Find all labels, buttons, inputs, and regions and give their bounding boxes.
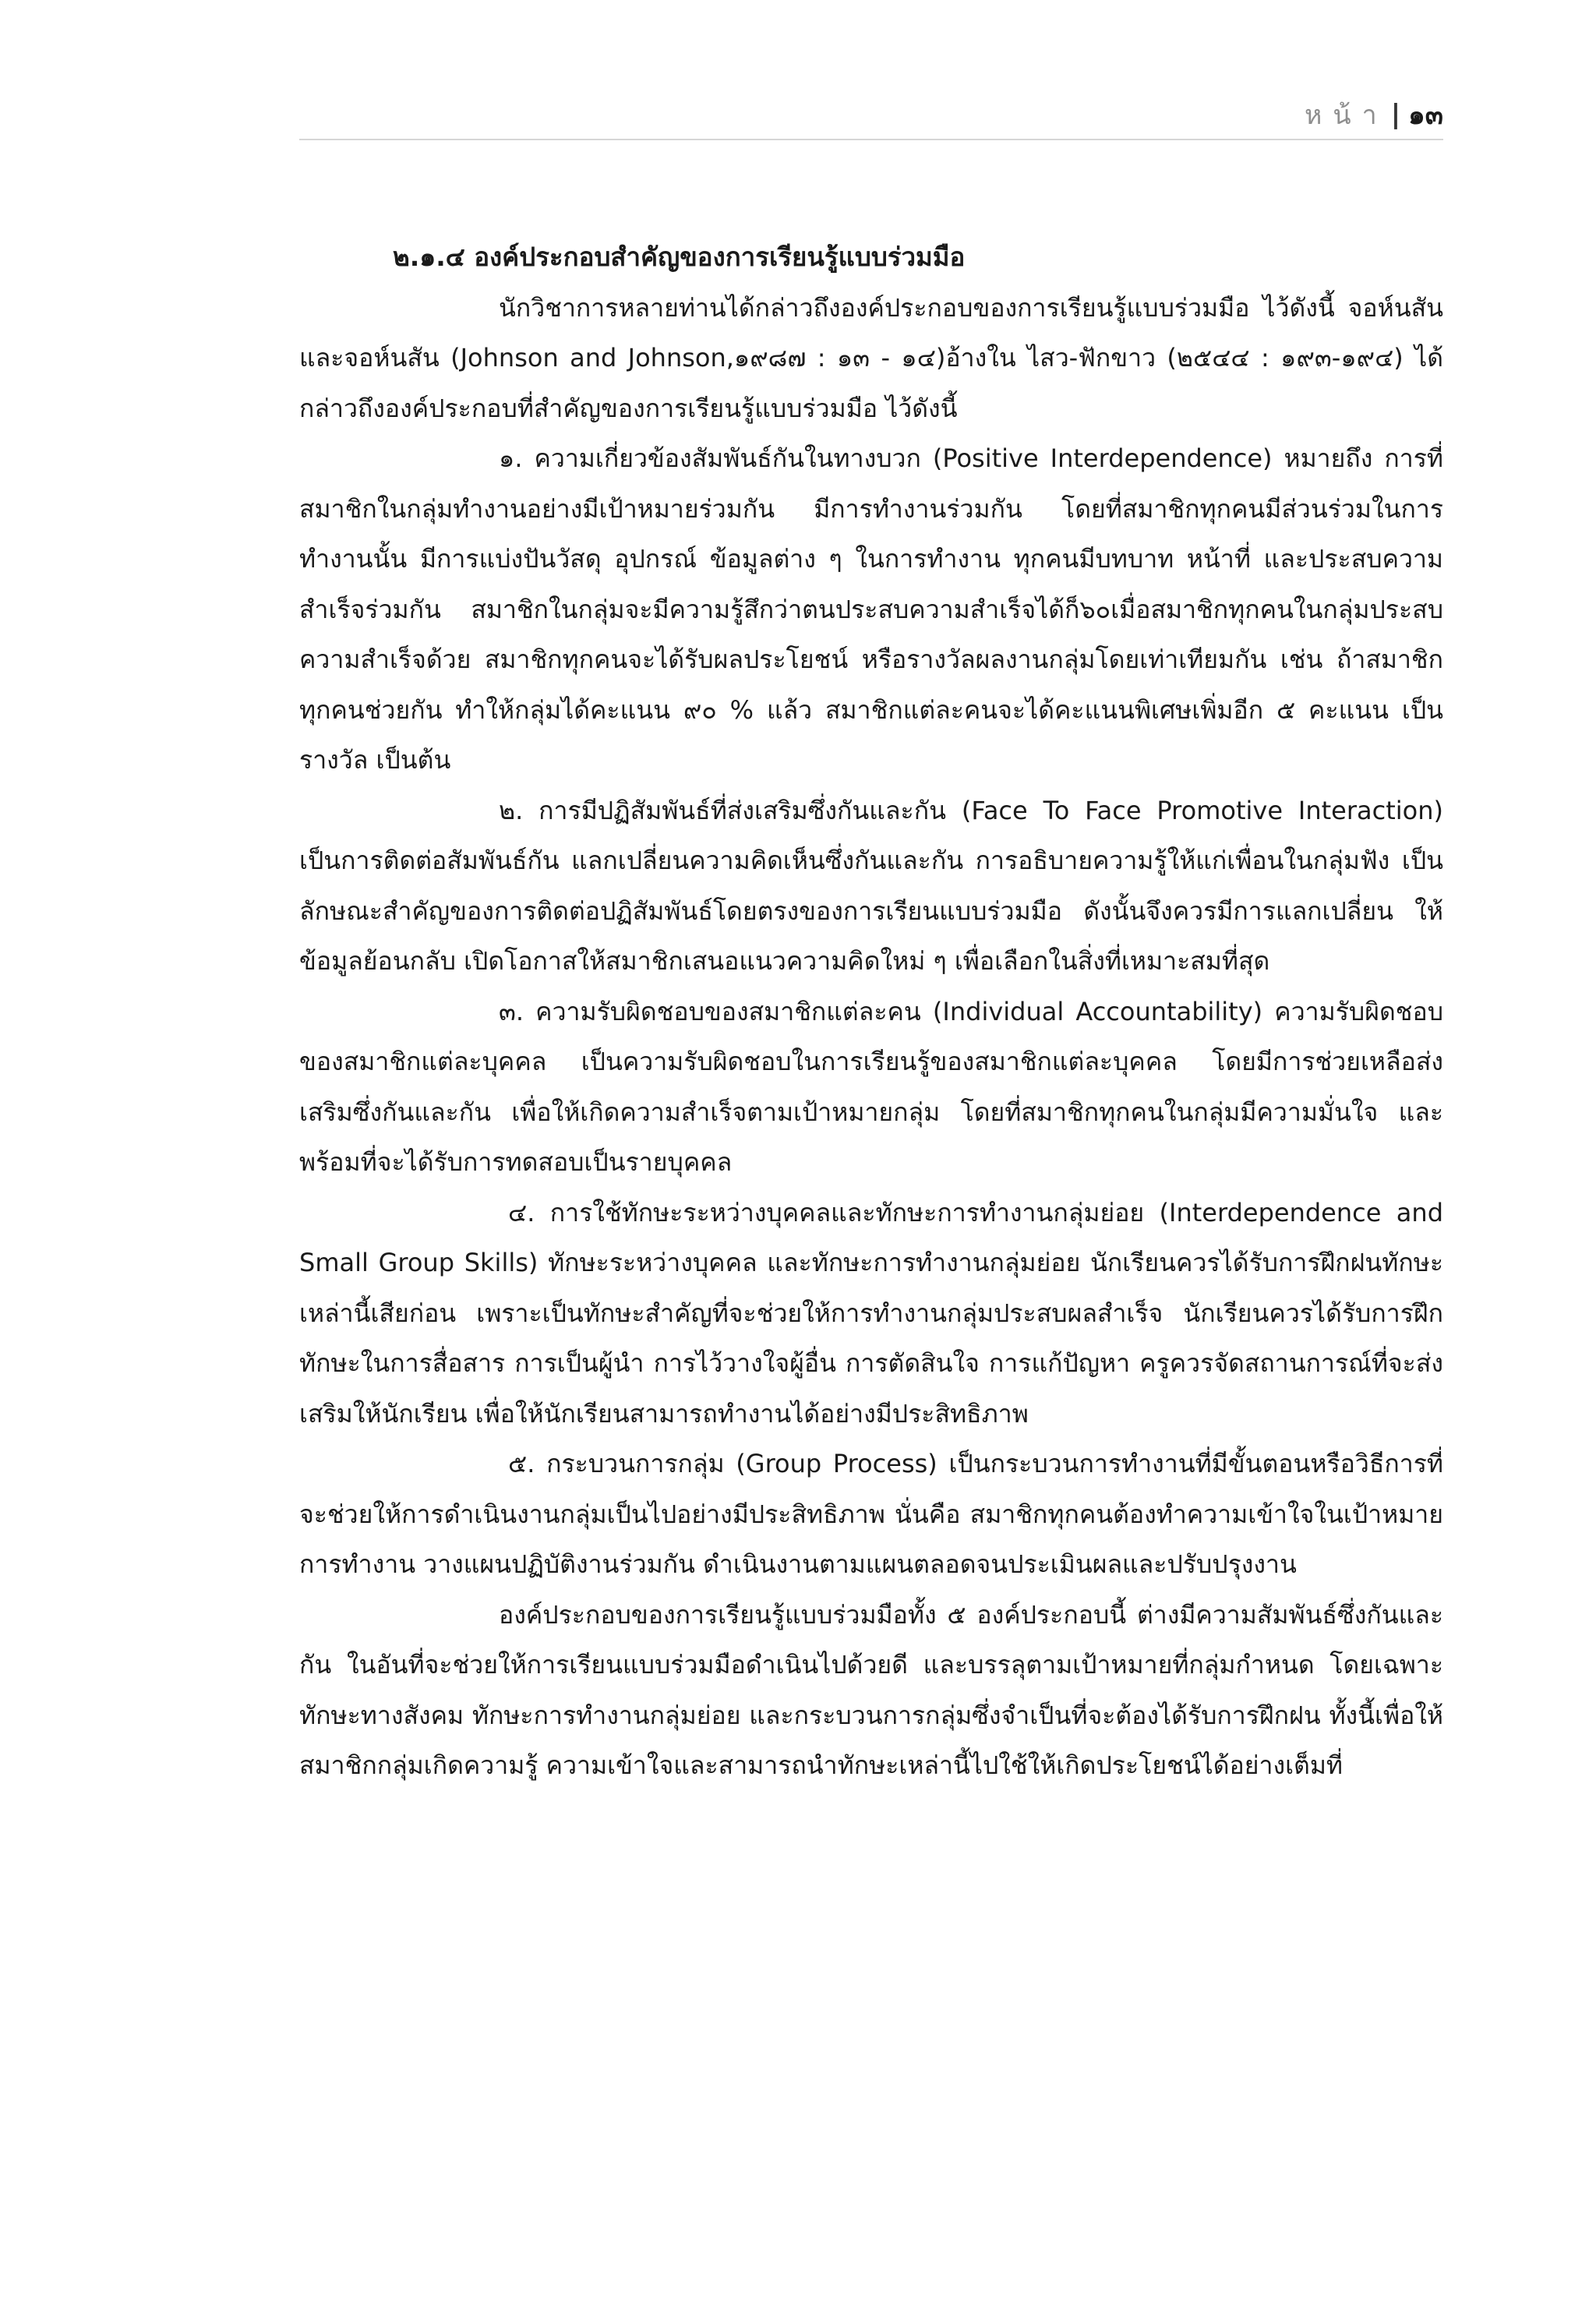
- section-heading: ๒.๑.๔ องค์ประกอบสำคัญของการเรียนรู้แบบร่วมมือ: [393, 242, 966, 272]
- component-paragraph-2: ๒. การมีปฏิสัมพันธ์ที่ส่งเสริมซึ่งกันและกัน (Face To Face Promotive Interaction) เป็นการติดต่อสัมพันธ์กัน แลกเปลี่ยนความคิดเห็นซึ่งกันและกัน การอธิบายความรู้ให้แก่เพื่อนในกลุ่มฟัง เป็นลักษณะสำคัญของการติดต่อปฏิสัมพันธ์โดยตรงของการเรียนแบบร่วมมือ ดังนั้นจึงควรมีการแลกเปลี่ยน ให้ข้อมูลย้อนกลับ เปิดโอกาสให้สมาชิกเสนอแนวความคิดใหม่ ๆ เพื่อเลือกในสิ่งที่เหมาะสมที่สุด: [299, 795, 1443, 976]
- component-paragraph-3: ๓. ความรับผิดชอบของสมาชิกแต่ละคน (Individual Accountability) ความรับผิดชอบของสมาชิกแต่ละบุคคล เป็นความรับผิดชอบในการเรียนรู้ของสมาชิกแต่ละบุคคล โดยมีการช่วยเหลือส่งเสริมซึ่งกันและกัน เพื่อให้เกิดความสำเร็จตามเป้าหมายกลุ่ม โดยที่สมาชิกทุกคนในกลุ่มมีความมั่นใจ และพร้อมที่จะได้รับการทดสอบเป็นรายบุคคล: [299, 996, 1443, 1177]
- page-header: [1305, 94, 1443, 136]
- header-divider: [299, 139, 1443, 140]
- conclusion-paragraph: องค์ประกอบของการเรียนรู้แบบร่วมมือทั้ง ๕ องค์ประกอบนี้ ต่างมีความสัมพันธ์ซึ่งกันและกัน ในอันที่จะช่วยให้การเรียนแบบร่วมมือดำเนินไปด้วยดี และบรรลุตามเป้าหมายที่กลุ่มกำหนด โดยเฉพาะทักษะทางสังคม ทักษะการทำงานกลุ่มย่อย และกระบวนการกลุ่มซึ่งจำเป็นที่จะต้องได้รับการฝึกฝน ทั้งนี้เพื่อให้สมาชิกกลุ่มเกิดความรู้ ความเข้าใจและสามารถนำทักษะเหล่านี้ไปใช้ให้เกิดประโยชน์ได้อย่างเต็มที่: [299, 1599, 1443, 1780]
- page-number: ๑๓: [1408, 100, 1443, 131]
- document-body: [299, 232, 1443, 1791]
- header-separator: |: [1390, 99, 1401, 130]
- intro-paragraph: นักวิชาการหลายท่านได้กล่าวถึงองค์ประกอบของการเรียนรู้แบบร่วมมือ ไว้ดังนี้ จอห์นสัน และจอห์นสัน (Johnson and Johnson,๑๙๘๗ : ๑๓ - ๑๔)อ้างใน ไสว-ฟักขาว (๒๕๔๔ : ๑๙๓-๑๙๔) ได้กล่าวถึงองค์ประกอบที่สำคัญของการเรียนรู้แบบร่วมมือ ไว้ดังนี้: [299, 292, 1443, 423]
- component-paragraph-1: ๑. ความเกี่ยวข้องสัมพันธ์กันในทางบวก (Positive Interdependence) หมายถึง การที่สมาชิกในกลุ่มทำงานอย่างมีเป้าหมายร่วมกัน มีการทำงานร่วมกัน โดยที่สมาชิกทุกคนมีส่วนร่วมในการทำงานนั้น มีการแบ่งปันวัสดุ อุปกรณ์ ข้อมูลต่าง ๆ ในการทำงาน ทุกคนมีบทบาท หน้าที่ และประสบความสำเร็จร่วมกัน สมาชิกในกลุ่มจะมีความรู้สึกว่าตนประสบความสำเร็จได้ก็๖๐เมื่อสมาชิกทุกคนในกลุ่มประสบความสำเร็จด้วย สมาชิกทุกคนจะได้รับผลประโยชน์ หรือรางวัลผลงานกลุ่มโดยเท่าเทียมกัน เช่น ถ้าสมาชิกทุกคนช่วยกัน ทำให้กลุ่มได้คะแนน ๙๐ % แล้ว สมาชิกแต่ละคนจะได้คะแนนพิเศษเพิ่มอีก ๕ คะแนน เป็นรางวัล เป็นต้น: [299, 443, 1443, 775]
- component-paragraph-4: ๔. การใช้ทักษะระหว่างบุคคลและทักษะการทำงานกลุ่มย่อย (Interdependence and Small Group Skills) ทักษะระหว่างบุคคล และทักษะการทำงานกลุ่มย่อย นักเรียนควรได้รับการฝึกฝนทักษะเหล่านี้เสียก่อน เพราะเป็นทักษะสำคัญที่จะช่วยให้การทำงานกลุ่มประสบผลสำเร็จ นักเรียนควรได้รับการฝึกทักษะในการสื่อสาร การเป็นผู้นำ การไว้วางใจผู้อื่น การตัดสินใจ การแก้ปัญหา ครูควรจัดสถานการณ์ที่จะส่งเสริมให้นักเรียน เพื่อให้นักเรียนสามารถทำงานได้อย่างมีประสิทธิภาพ: [299, 1197, 1443, 1429]
- page-label: หน้า: [1305, 100, 1388, 131]
- component-paragraph-5: ๕. กระบวนการกลุ่ม (Group Process) เป็นกระบวนการทำงานที่มีขั้นตอนหรือวิธีการที่จะช่วยให้การดำเนินงานกลุ่มเป็นไปอย่างมีประสิทธิภาพ นั่นคือ สมาชิกทุกคนต้องทำความเข้าใจในเป้าหมายการทำงาน วางแผนปฏิบัติงานร่วมกัน ดำเนินงานตามแผนตลอดจนประเมินผลและปรับปรุงงาน: [299, 1449, 1443, 1579]
